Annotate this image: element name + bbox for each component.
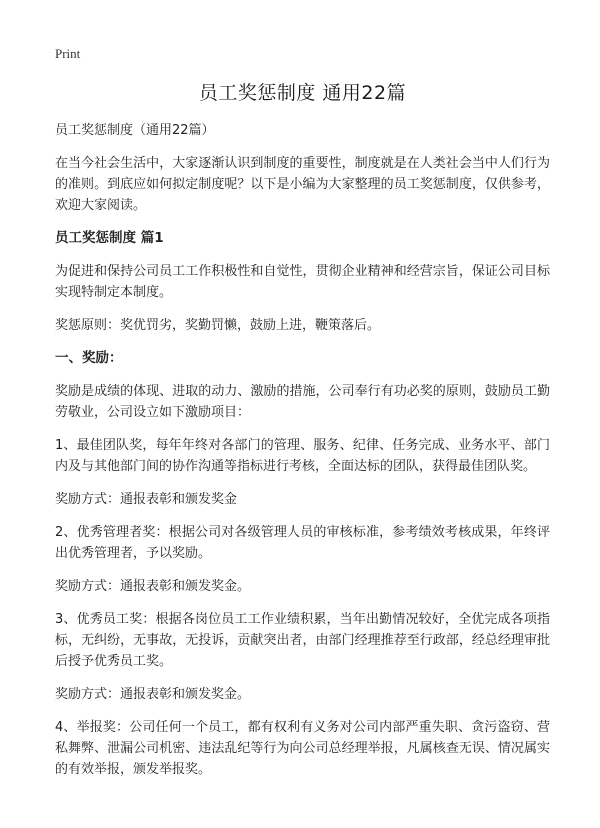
paragraph-employee-award-method: 奖励方式：通报表彰和颁发奖金。 [55, 687, 251, 702]
paragraph-team-award: 1、最佳团队奖，每年年终对各部门的管理、服务、纪律、任务完成、业务水平、部门内及与其他部门间的协作沟通等指标进行考核，全面达标的团队，获得最佳团队奖。 [55, 438, 550, 474]
print-link[interactable]: Print [55, 46, 81, 61]
paragraph-rewards-intro: 奖励是成绩的体现、进取的动力、激励的措施，公司奉行有功必奖的原则，鼓励员工勤劳敬业，公司设立如下激励项目： [55, 384, 550, 420]
paragraph-team-award-method: 奖励方式：通报表彰和颁发奖金 [55, 492, 238, 507]
intro-paragraph: 在当今社会生活中，大家逐渐认识到制度的重要性，制度就是在人类社会当中人们行为的准则。到底应如何拟定制度呢？以下是小编为大家整理的员工奖惩制度，仅供参考，欢迎大家阅读。 [55, 156, 550, 213]
paragraph-purpose: 为促进和保持公司员工工作积极性和自觉性，贯彻企业精神和经营宗旨，保证公司目标实现特制定本制度。 [55, 264, 550, 300]
page-title: 员工奖惩制度 通用22篇 [198, 82, 407, 104]
section-heading: 员工奖惩制度 篇1 [55, 230, 164, 246]
document-body [55, 78, 550, 792]
paragraph-principle: 奖惩原则：奖优罚劣，奖勤罚懒，鼓励上进，鞭策落后。 [55, 318, 381, 333]
paragraph-manager-award: 2、优秀管理者奖：根据公司对各级管理人员的审核标准，参考绩效考核成果，年终评出优秀管理者，予以奖励。 [55, 525, 550, 561]
paragraph-employee-award: 3、优秀员工奖：根据各岗位员工工作业绩积累，当年出勤情况较好，全优完成各项指标，无纠纷，无事故，无投诉，贡献突出者，由部门经理推荐至行政部，经总经理审批后授予优秀员工奖。 [55, 612, 550, 669]
document-subtitle: 员工奖惩制度（通用22篇） [55, 123, 215, 138]
sub-heading-rewards: 一、奖励： [55, 350, 123, 366]
paragraph-report-award: 4、举报奖：公司任何一个员工，都有权利有义务对公司内部严重失职、贪污盗窃、营私舞弊、泄漏公司机密、违法乱纪等行为向公司总经理举报，凡属核查无误、情况属实的有效举报，颁发举报奖。 [55, 720, 550, 777]
paragraph-manager-award-method: 奖励方式：通报表彰和颁发奖金。 [55, 579, 251, 594]
